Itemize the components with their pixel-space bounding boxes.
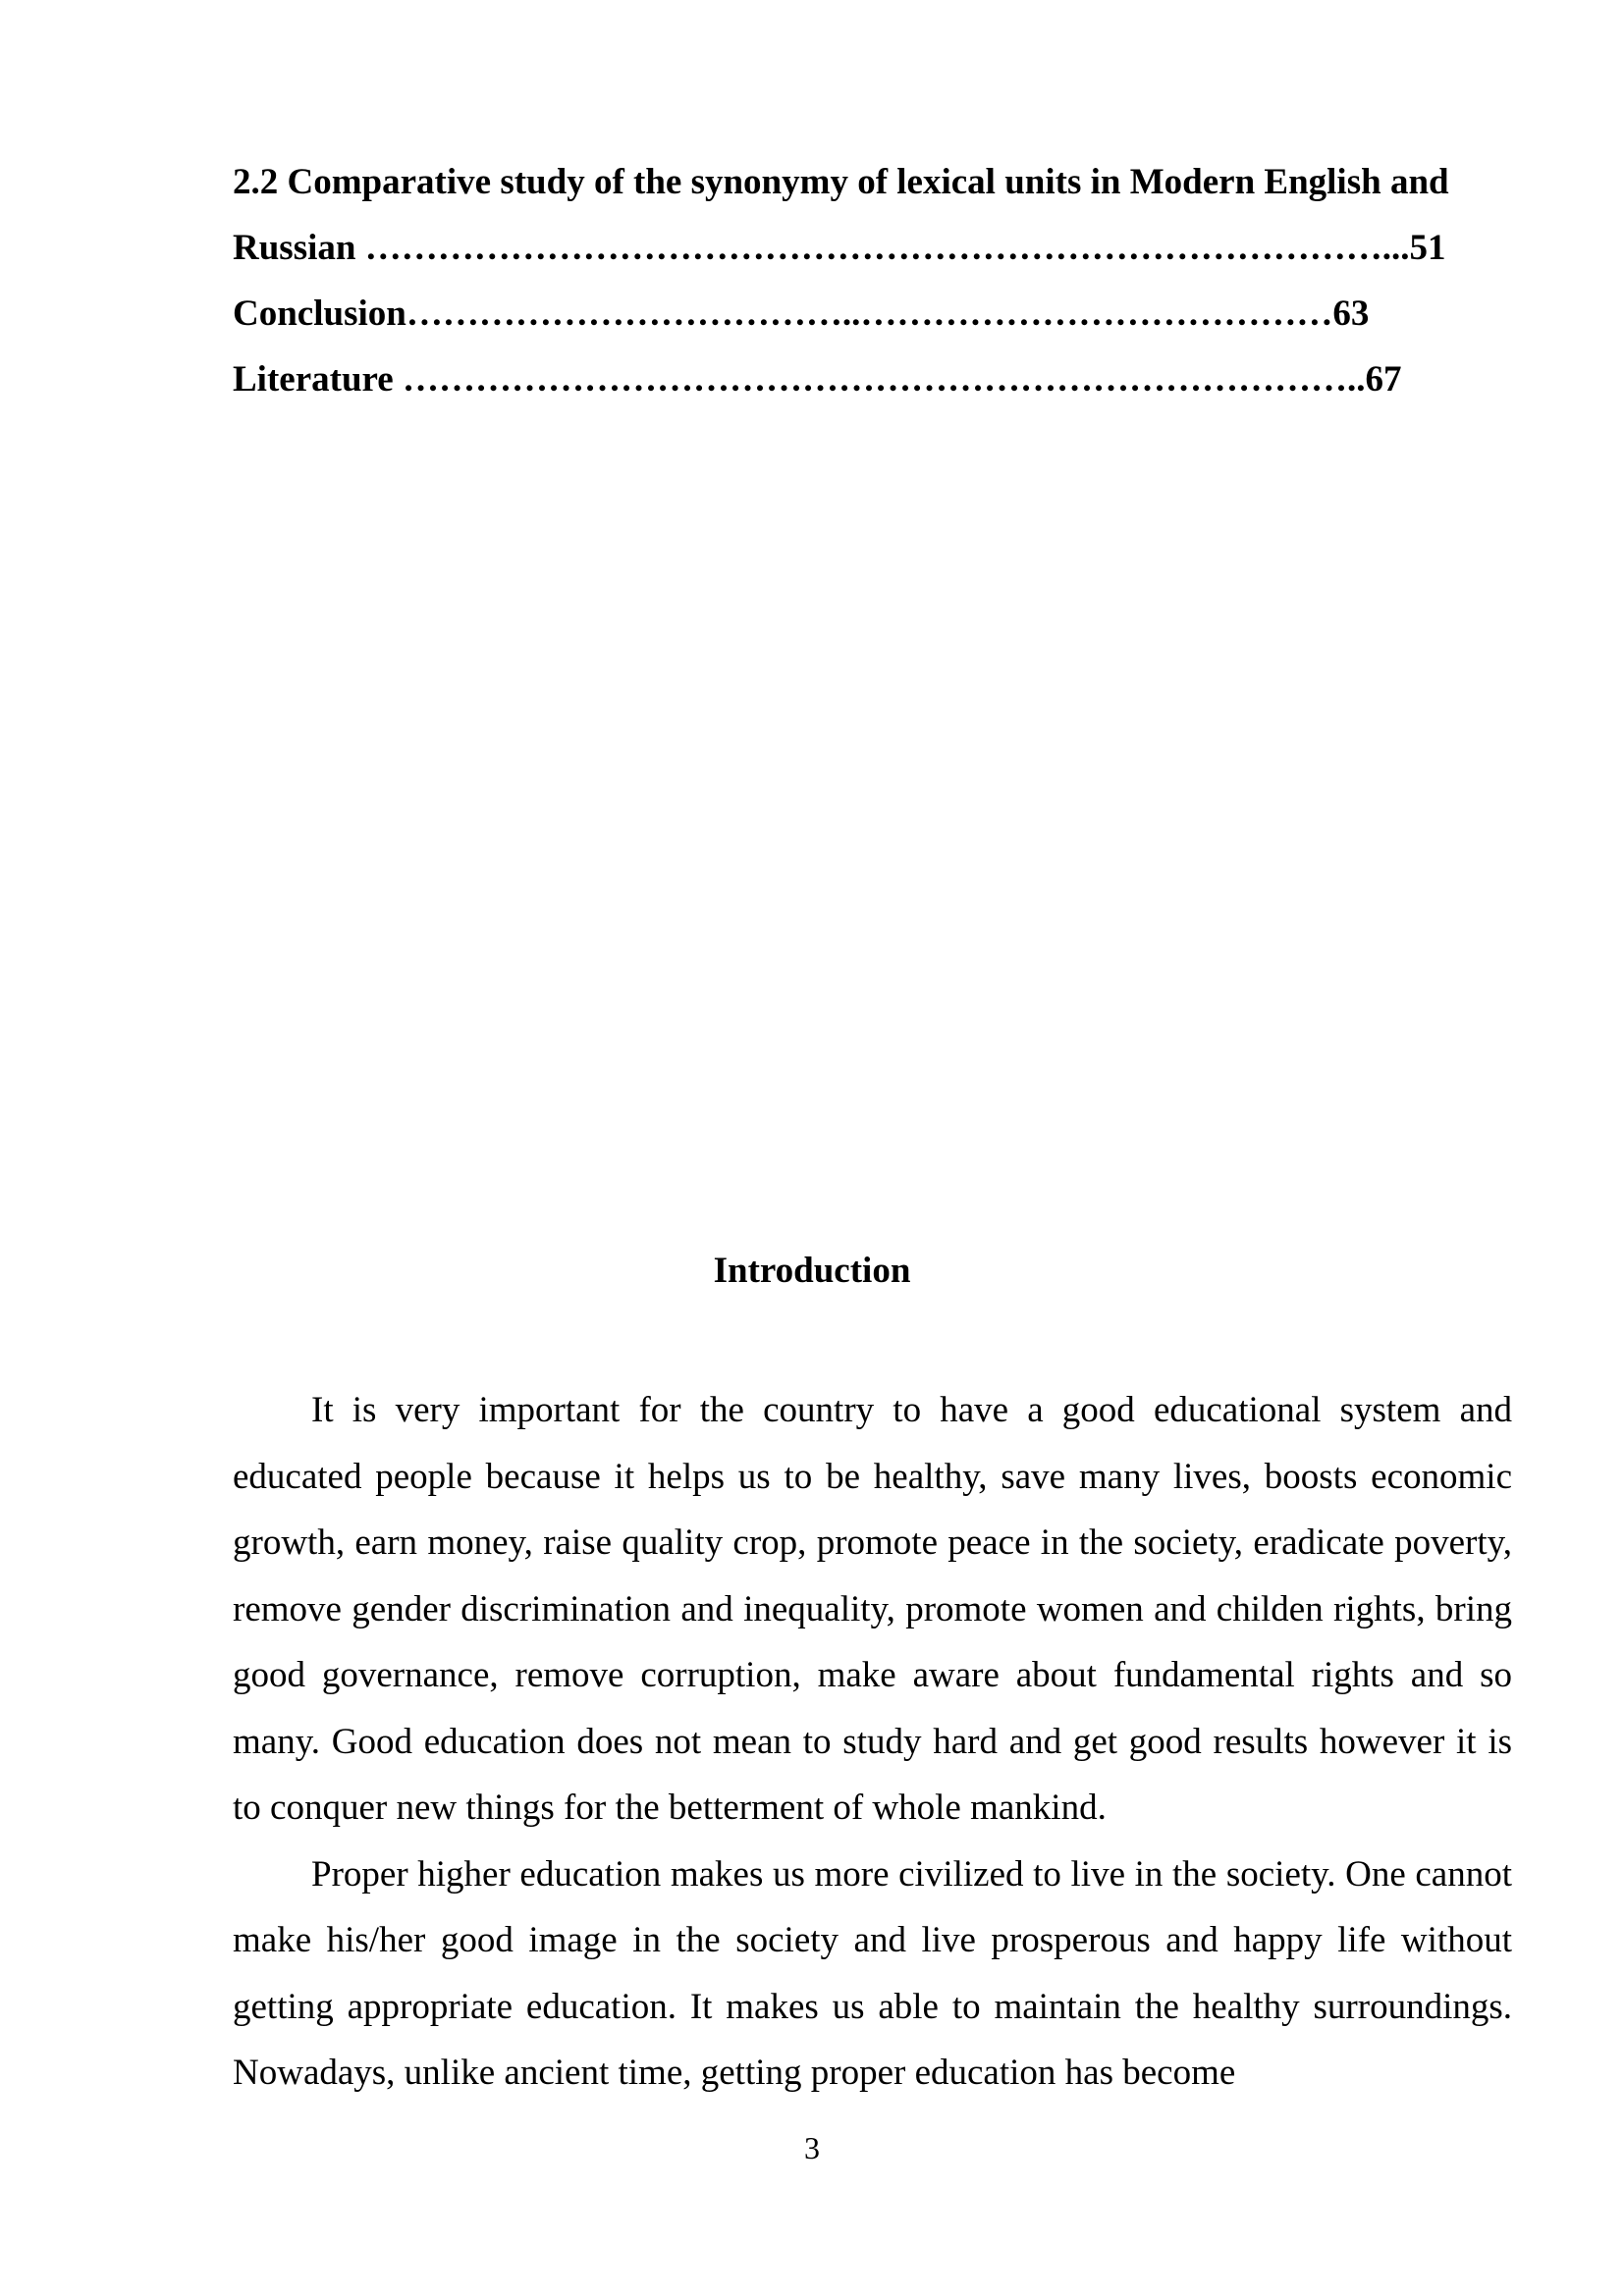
page-number: 3 bbox=[804, 2130, 820, 2165]
toc-entry-section-2-2-continued: Russian …………………………………………………………………………...51 bbox=[233, 228, 1446, 268]
toc-entry-section-2-2: 2.2 Comparative study of the synonymy of lexical units in Modern English and bbox=[233, 162, 1449, 202]
introduction-body bbox=[233, 1377, 1512, 2107]
toc-entry-literature: Literature ……………………………………………………………………..67 bbox=[233, 359, 1402, 400]
section-title-introduction: Introduction bbox=[713, 1251, 911, 1291]
paragraph-1: It is very important for the country to have a good educational system and educated people because it helps us to be healthy, save many lives, boosts economic growth, earn money, raise quality crop, promote peace in the society, eradicate poverty, remove gender discrimination and inequality, promote women and childen rights, bring good governance, remove corruption, make aware about fundamental rights and so many. Good education does not mean to study hard and get good results however it is to conquer new things for the betterment of whole mankind. bbox=[233, 1390, 1512, 1828]
paragraph-2: Proper higher education makes us more civilized to live in the society. One cannot make his/her good image in the society and live prosperous and happy life without getting appropriate education. It makes us able to maintain the healthy surroundings. Nowadays, unlike ancient time, getting proper education has become bbox=[233, 1853, 1512, 2093]
toc-entry-conclusion: Conclusion………………………………..…………………………………63 bbox=[233, 294, 1370, 334]
table-of-contents bbox=[233, 149, 1514, 412]
